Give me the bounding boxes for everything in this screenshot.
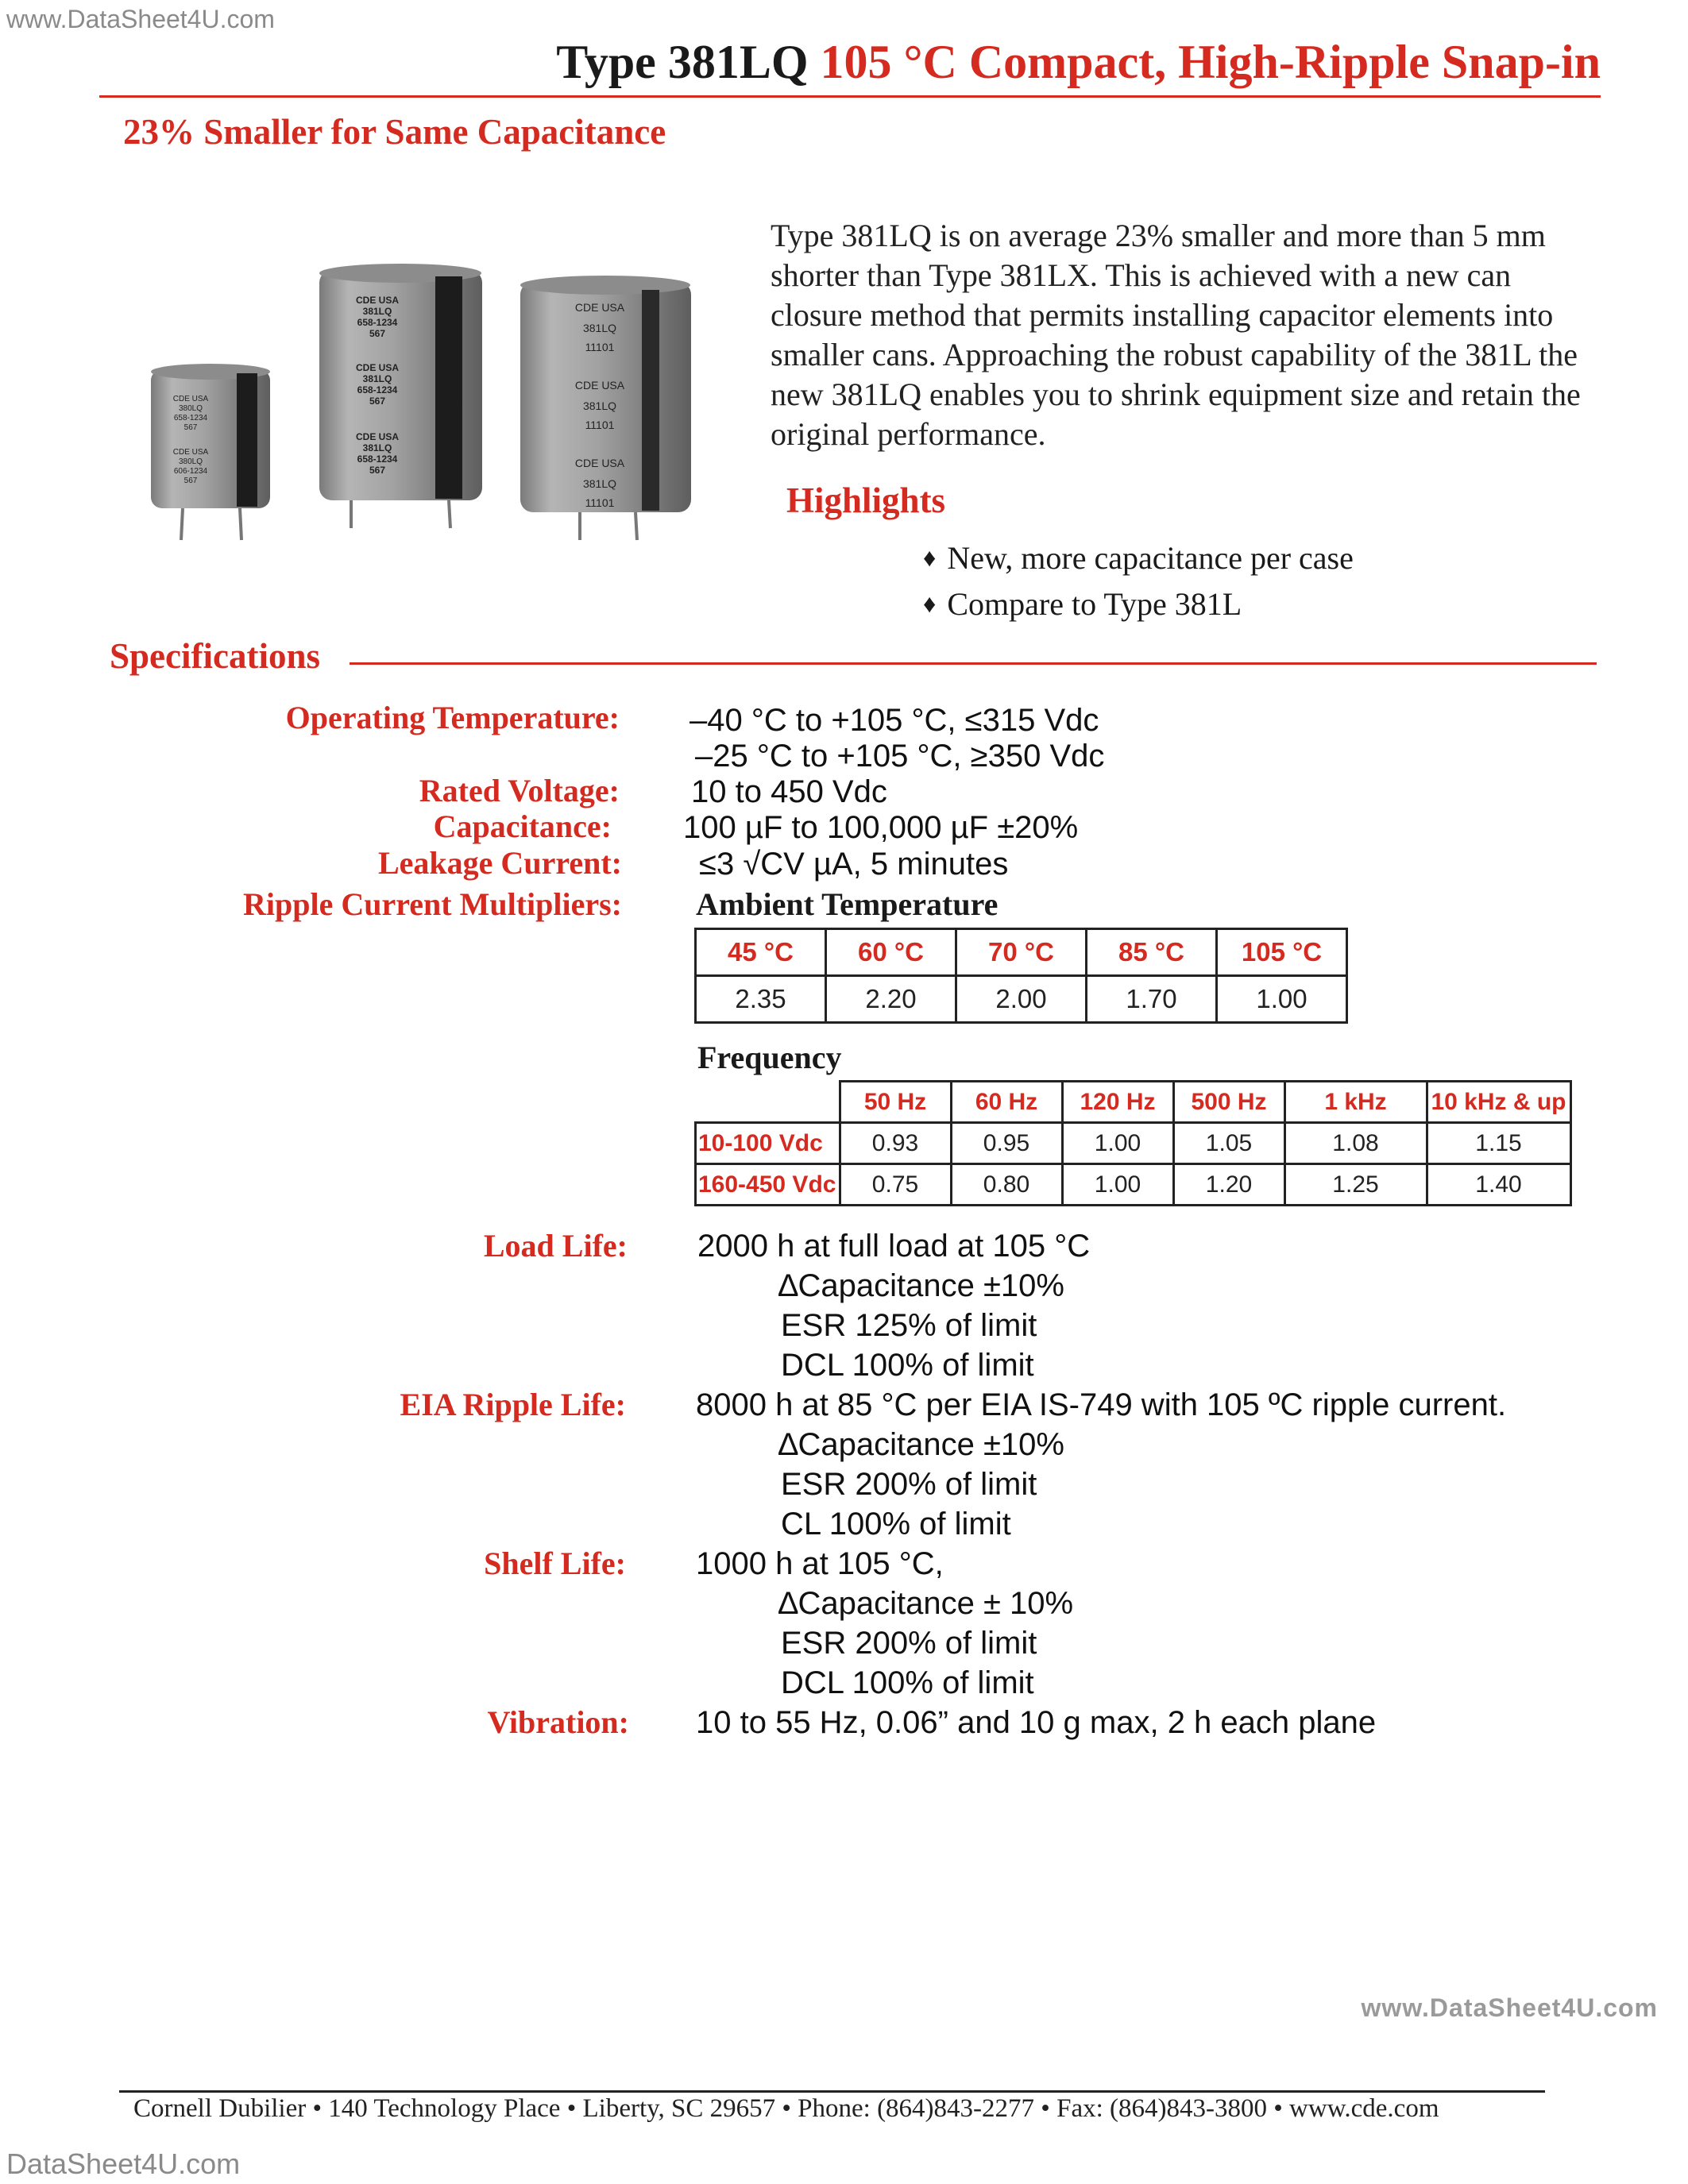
specifications-title: Specifications (110, 636, 320, 676)
voltage-range-cell: 160-450 Vdc (696, 1164, 840, 1206)
frequency-header-cell: 10 kHz & up (1427, 1082, 1570, 1123)
mid-can-text: 381LQ (362, 306, 392, 317)
table-header-row (696, 1082, 1571, 1123)
small-can-text: CDE USA (172, 395, 209, 403)
empty-corner-cell (696, 1082, 840, 1123)
large-can-text: 11101 (585, 496, 615, 509)
highlight-item: ♦ New, more capacitance per case (923, 536, 1354, 582)
ambient-header-cell: 60 °C (826, 929, 956, 976)
mid-can-text: 567 (369, 396, 386, 407)
frequency-value-cell: 0.80 (951, 1164, 1062, 1206)
eia-ripple-life-detail: ESR 200% of limit (781, 1467, 1037, 1502)
small-can-text: CDE USA (172, 448, 209, 457)
large-capacitor (520, 276, 691, 540)
footer-rule (119, 2090, 1545, 2093)
large-can-text: CDE USA (574, 301, 625, 314)
small-can-text: 380LQ (178, 457, 203, 466)
ambient-header-cell: 105 °C (1217, 929, 1347, 976)
leakage-current-label: Leakage Current: (378, 845, 622, 881)
watermark-bottom: DataSheet4U.com (6, 2147, 241, 2180)
shelf-life-detail: DCL 100% of limit (781, 1665, 1034, 1700)
watermark-top: www.DataSheet4U.com (6, 5, 275, 33)
watermark-middle: www.DataSheet4U.com (1361, 1993, 1658, 2022)
ambient-temperature-title: Ambient Temperature (696, 886, 999, 922)
operating-temperature-value-2: –25 °C to +105 °C, ≥350 Vdc (695, 739, 1105, 774)
ambient-value-cell: 1.70 (1087, 976, 1217, 1023)
ambient-header-cell: 70 °C (956, 929, 1087, 976)
large-can-text: 11101 (585, 341, 615, 353)
frequency-value-cell: 0.95 (951, 1123, 1062, 1164)
table-row (696, 1123, 1571, 1164)
mid-can-text: CDE USA (355, 431, 400, 442)
highlights-title: Highlights (786, 480, 946, 520)
ambient-header-cell: 85 °C (1087, 929, 1217, 976)
ambient-temperature-table (694, 928, 1348, 1024)
small-can-text: 567 (183, 477, 198, 485)
capacitance-label: Capacitance: (433, 808, 612, 844)
frequency-value-cell: 1.00 (1062, 1164, 1173, 1206)
specifications-rule (350, 662, 1597, 665)
large-can-text: 381LQ (582, 477, 617, 490)
frequency-title: Frequency (697, 1040, 842, 1075)
frequency-header-cell: 50 Hz (840, 1082, 951, 1123)
frequency-value-cell: 1.20 (1173, 1164, 1284, 1206)
mid-can-text: CDE USA (355, 295, 400, 306)
footer-contact: Cornell Dubilier • 140 Technology Place • Liberty, SC 29657 • Phone: (864)843-2277 • Fax: (864)843-3800 • www.cde.com (133, 2094, 1439, 2123)
ripple-multipliers-label: Ripple Current Multipliers: (242, 886, 622, 922)
mid-can-text: 381LQ (362, 442, 392, 453)
subtitle: 23% Smaller for Same Capacitance (123, 112, 666, 152)
large-can-text: 11101 (585, 419, 615, 431)
leakage-current-value: ≤3 √CV µA, 5 minutes (699, 847, 1009, 882)
eia-ripple-life-detail: CL 100% of limit (781, 1507, 1011, 1542)
shelf-life-value: 1000 h at 105 °C, (696, 1546, 944, 1581)
rated-voltage-value: 10 to 450 Vdc (691, 774, 887, 809)
large-can-text: CDE USA (574, 457, 625, 469)
capacitance-value: 100 µF to 100,000 µF ±20% (683, 810, 1079, 845)
frequency-value-cell: 1.05 (1173, 1123, 1284, 1164)
small-can-text: 380LQ (178, 404, 203, 413)
voltage-range-cell: 10-100 Vdc (696, 1123, 840, 1164)
frequency-value-cell: 0.93 (840, 1123, 951, 1164)
load-life-detail: ∆Capacitance ±10% (778, 1268, 1064, 1303)
mid-can-text: 658-1234 (357, 384, 398, 396)
large-can-text: CDE USA (574, 379, 625, 392)
frequency-header-cell: 60 Hz (951, 1082, 1062, 1123)
vibration-value: 10 to 55 Hz, 0.06” and 10 g max, 2 h each plane (696, 1705, 1377, 1740)
mid-can-text: 658-1234 (357, 453, 398, 465)
capacitor-photo (143, 254, 699, 548)
mid-can-text: 381LQ (362, 373, 392, 384)
table-row (696, 1164, 1571, 1206)
frequency-header-cell: 1 kHz (1284, 1082, 1427, 1123)
page-title (556, 35, 1601, 90)
large-can-text: 381LQ (582, 399, 617, 412)
ambient-value-cell: 2.35 (696, 976, 826, 1023)
frequency-value-cell: 1.40 (1427, 1164, 1570, 1206)
load-life-value: 2000 h at full load at 105 °C (697, 1229, 1091, 1264)
vibration-label: Vibration: (487, 1704, 629, 1740)
title-type: Type 381LQ (556, 36, 809, 88)
ambient-value-cell: 1.00 (1217, 976, 1347, 1023)
frequency-header-cell: 120 Hz (1062, 1082, 1173, 1123)
mid-can-text: CDE USA (355, 362, 400, 373)
operating-temperature-value-1: –40 °C to +105 °C, ≤315 Vdc (689, 703, 1099, 738)
load-life-detail: DCL 100% of limit (781, 1348, 1034, 1383)
mid-can-text: 658-1234 (357, 317, 398, 328)
highlight-item: ♦ Compare to Type 381L (923, 582, 1354, 628)
shelf-life-detail: ∆Capacitance ± 10% (778, 1586, 1074, 1621)
table-row (696, 976, 1347, 1023)
frequency-header-cell: 500 Hz (1173, 1082, 1284, 1123)
frequency-value-cell: 1.25 (1284, 1164, 1427, 1206)
load-life-detail: ESR 125% of limit (781, 1308, 1037, 1343)
title-rule (99, 95, 1601, 98)
small-can-text: 658-1234 (173, 414, 208, 423)
intro-paragraph: Type 381LQ is on average 23% smaller and more than 5 mm shorter than Type 381LX. This is achieved with a new can closure method that permits installing capacitor elements into smaller cans. Approaching the robust capability of the 381L the new 381LQ enables you to shrink equipment size and retain the original performance. (771, 218, 1581, 452)
eia-ripple-life-value: 8000 h at 85 °C per EIA IS-749 with 105 ºC ripple current. (696, 1387, 1507, 1422)
highlights-list (923, 536, 1354, 628)
title-description: 105 °C Compact, High-Ripple Snap-in (820, 36, 1601, 88)
mid-can-text: 567 (369, 465, 386, 476)
shelf-life-detail: ESR 200% of limit (781, 1626, 1037, 1661)
frequency-value-cell: 1.00 (1062, 1123, 1173, 1164)
shelf-life-label: Shelf Life: (484, 1545, 626, 1581)
table-header-row (696, 929, 1347, 976)
mid-can-text: 567 (369, 328, 386, 339)
load-life-label: Load Life: (483, 1228, 628, 1264)
rated-voltage-label: Rated Voltage: (419, 773, 620, 808)
frequency-value-cell: 0.75 (840, 1164, 951, 1206)
frequency-value-cell: 1.15 (1427, 1123, 1570, 1164)
small-can-text: 567 (183, 423, 198, 432)
operating-temperature-label: Operating Temperature: (285, 700, 620, 735)
frequency-table (694, 1080, 1572, 1206)
ambient-value-cell: 2.20 (826, 976, 956, 1023)
ambient-value-cell: 2.00 (956, 976, 1087, 1023)
medium-capacitor (319, 264, 482, 528)
large-can-text: 381LQ (582, 322, 617, 334)
eia-ripple-life-label: EIA Ripple Life: (400, 1387, 626, 1422)
ambient-header-cell: 45 °C (696, 929, 826, 976)
frequency-value-cell: 1.08 (1284, 1123, 1427, 1164)
eia-ripple-life-detail: ∆Capacitance ±10% (778, 1427, 1064, 1462)
small-capacitor (151, 364, 270, 540)
small-can-text: 606-1234 (173, 467, 208, 476)
